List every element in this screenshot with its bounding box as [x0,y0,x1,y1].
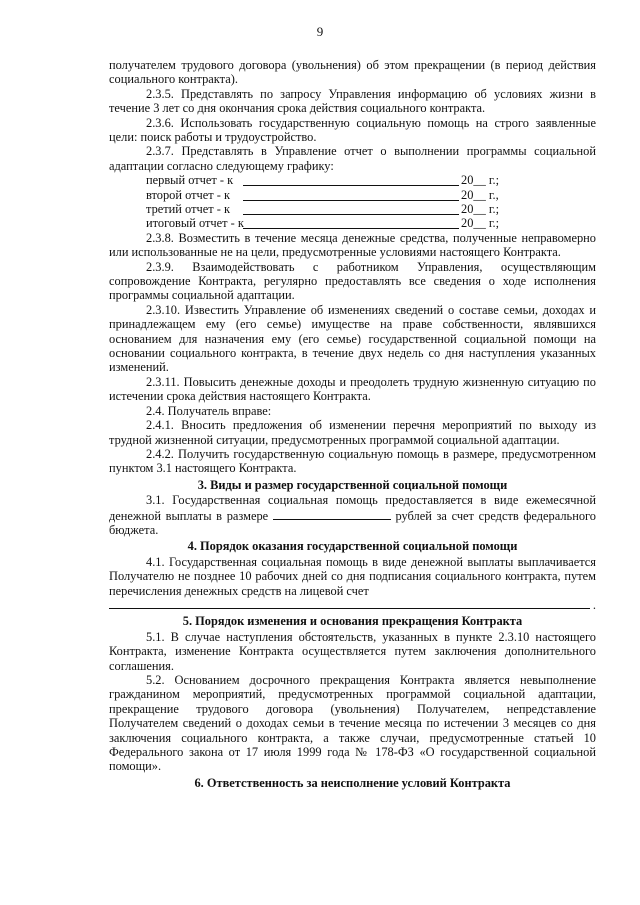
paragraph-5-1: 5.1. В случае наступления обстоятельств, указанных в пункте 2.3.10 настоящего Контракта, изменение Контракта осуществляется путем заключения дополнительного соглашения. [109,629,596,673]
schedule-label: первый отчет - к [146,173,234,188]
paragraph-2-3-6: 2.3.6. Использовать государственную социальную помощь на строго заявленные цели: поиск работы и трудоустройство. [109,115,596,145]
section-heading-6: 6. Ответственность за неисполнение условий Контракта [194,775,511,790]
amount-blank [273,508,391,520]
section-heading-3: 3. Виды и размер государственной социальной помощи [197,477,508,492]
paragraph-2-3-11: 2.3.11. Повысить денежные доходы и преодолеть трудную жизненную ситуацию по истечении срока действия настоящего Контракта. [109,374,596,404]
paragraph-2-4: 2.4. Получатель вправе: [146,403,272,418]
line-end-period: . [592,597,596,612]
section-heading-4: 4. Порядок оказания государственной социальной помощи [187,539,518,554]
page-number: 9 [316,24,324,39]
section-heading-5: 5. Порядок изменения и основания прекращения Контракта [182,614,523,629]
paragraph-2-3-9: 2.3.9. Взаимодействовать с работником Управления, осуществляющим сопровождение Контракта, регулярно предоставлять все сведения о ходе исполнения программы социальной адаптации. [109,259,596,303]
paragraph-5-2: 5.2. Основанием досрочного прекращения Контракта является невыполнение гражданином мероприятий, предусмотренных программой социальной адаптации, прекращение трудового договора (увольнения) Получателем, непредставление Получателем сведений о доходах семьи в течение месяца по истечении 3 месяцев со дня заключения социального контракта, а также случаи, предусмотренные статьей 10 Федерального закона от 17 июля 1999 года № 178-ФЗ «О государственной социальной помощи». [109,672,596,774]
schedule-row [109,216,596,230]
paragraph-3-1-start: 3.1. Государственная социальная помощь предоставляется в виде ежемесячной денежной выплаты в размере [109,493,596,523]
fill-blank [243,173,459,186]
paragraph-2-3-7: 2.3.7. Представлять в Управление отчет о выполнении программы социальной адаптации согласно следующему графику: [109,144,596,173]
fill-blank [109,608,590,609]
schedule-year: 20__ г.; [461,216,500,231]
paragraph-2-4-1: 2.4.1. Вносить предложения об изменении перечня мероприятий по выходу из трудной жизненной ситуации, предусмотренных программой социальной адаптации. [109,418,596,447]
schedule-year: 20__ г., [461,187,499,202]
paragraph-2-3-5: 2.3.5. Представлять по запросу Управления информацию об условиях жизни в течение 3 лет со дня окончания срока действия социального контракта. [109,86,596,116]
schedule-year: 20__ г.; [461,173,500,188]
schedule-row [109,173,596,187]
paragraph-2-3-10: 2.3.10. Известить Управление об изменениях сведений о составе семьи, доходах и принадлежащем ему (его семье) имуществе на праве собственности, являвшихся основанием для назначения ему (его семье) государственной социальной помощи на основании социального контракта, в течение двух недель со дня наступления указанных изменений. [109,302,596,375]
fill-blank [243,216,459,229]
paragraph-3-1-end: рублей за счет средств федерального бюджета. [109,508,596,537]
fill-blank [243,202,459,215]
report-schedule [109,173,596,231]
paragraph: получателем трудового договора (увольнения) об этом прекращении (в период действия социального контракта). [109,58,596,87]
paragraph-4-1: 4.1. Государственная социальная помощь в виде денежной выплаты выплачивается Получателю не позднее 10 рабочих дней со дня подписания социального контракта, путем перечисления денежных средств на лицевой счет [109,554,596,598]
paragraph-2-4-2: 2.4.2. Получить государственную социальную помощь в размере, предусмотренном пунктом 3.1 настоящего Контракта. [109,446,596,476]
schedule-row [109,202,596,216]
document-body [109,58,596,791]
schedule-label: итоговый отчет - к [146,216,244,231]
schedule-label: второй отчет - к [146,187,231,202]
schedule-row [109,188,596,202]
paragraph-3-1 [109,493,596,537]
schedule-year: 20__ г.; [461,202,500,217]
account-blank-line [109,598,596,612]
schedule-label: третий отчет - к [146,202,230,217]
paragraph-2-3-8: 2.3.8. Возместить в течение месяца денежные средства, полученные неправомерно или использованные не на цели, предусмотренные условиями настоящего Контракта. [109,230,596,260]
fill-blank [243,188,459,201]
